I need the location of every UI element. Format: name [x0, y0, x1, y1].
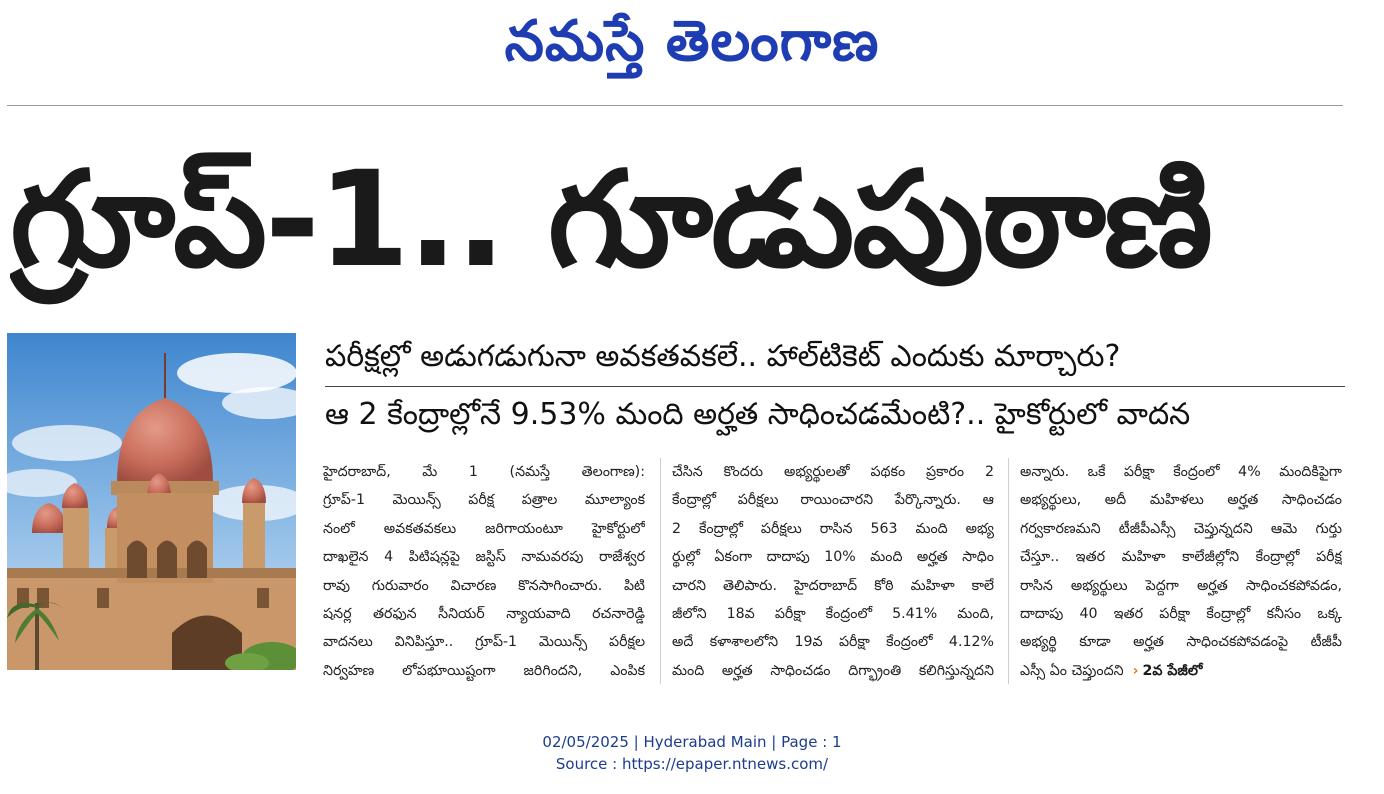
article-column-1	[323, 458, 645, 688]
article-line: కేంద్రాల్లో పరీక్షలు రాయించారని పేర్కొన్నారు. ఆ	[672, 492, 994, 509]
article-line: గర్వకారణమని టీజీపీఎస్సీ చెప్తున్నదని ఆమె గుర్తు	[1020, 520, 1342, 537]
chevron-right-icon: ›	[1132, 662, 1139, 679]
footer-edition-info: 02/05/2025 | Hyderabad Main | Page : 1	[542, 733, 842, 751]
article-column-3	[1020, 458, 1342, 688]
article-line: హైదరాబాద్‌, మే 1 (నమస్తే తెలంగాణ):	[323, 464, 645, 480]
column-divider	[1008, 458, 1009, 684]
article-line: జీలోని 18వ పరీక్షా కేంద్రంలో 5.41% మంది,	[672, 606, 994, 623]
article-line: దాదాపు 40 ఇతర పరీక్షా కేంద్రాల్లో కనీసం ఒక్క	[1020, 606, 1342, 623]
article-line: చేసిన కొందరు అభ్యర్థులతో పథకం ప్రకారం 2	[672, 464, 994, 480]
article-line: అభ్యర్థి కూడా అర్హత సాధించకపోవడంపై టీజీపీ	[1020, 634, 1342, 651]
article-column-2	[672, 458, 994, 688]
article-line: 2 కేంద్రాల్లో పరీక్షలు రాసిన 563 మంది అభ్య	[672, 520, 994, 537]
subheadline-rule	[325, 386, 1345, 387]
article-line: చేస్తూ.. ఇతర మహిళా కాలేజీల్లోని కేంద్రాల్లో పరీక్ష	[1020, 549, 1342, 566]
article-line: వాదనలు వినిపిస్తూ.. గ్రూప్‌-1 మెయిన్స్‌ పరీక్షల	[323, 634, 645, 651]
headline: గ్రూప్‌-1.. గూడుపుఠాణి	[10, 143, 1211, 297]
article-line-last	[1020, 657, 1342, 685]
article-line: చారని తెలిపారు. హైదరాబాద్‌ కోఠి మహిళా కాలే	[672, 577, 994, 594]
masthead	[0, 0, 1384, 100]
continued-page-link[interactable]: 2వ పేజీలో	[1142, 662, 1203, 679]
article-line: ర్థుల్లో ఏకంగా దాదాపు 10% మంది అర్హత సాధిం	[672, 549, 994, 566]
subheadline-2: ఆ 2 కేంద్రాల్లోనే 9.53% మంది అర్హత సాధించడమేంటి?.. హైకోర్టులో వాదన	[325, 397, 1191, 432]
article-line: అదే కళాశాలలోని 19వ పరీక్షా కేంద్రంలో 4.12%	[672, 634, 994, 651]
article-line: అభ్యర్థులు, అదీ మహిళలు అర్హత సాధించడం	[1020, 492, 1342, 509]
article-line: అన్నారు. ఒకే పరీక్షా కేంద్రంలో 4% మందికిపైగా	[1020, 464, 1342, 480]
article-line: నిర్వహణ లోపభూయిష్టంగా జరిగిందని, ఎంపిక	[323, 662, 645, 679]
article-line: రావు గురువారం విచారణ కొనసాగించారు. పిటి	[323, 577, 645, 594]
column-divider	[660, 458, 661, 684]
article-line: గ్రూప్‌-1 మెయిన్స్‌ పరీక్ష పత్రాల మూల్యాంక	[323, 492, 645, 509]
masthead-rule	[7, 105, 1343, 106]
article-line: షనర్ల తరఫున సీనియర్‌ న్యాయవాది రచనారెడ్డి	[323, 606, 645, 623]
article-line-text: ఎస్సీ ఏం చెప్తుందని	[1020, 662, 1124, 679]
article-line: దాఖలైన 4 పిటిషన్లపై జస్టిస్‌ నామవరపు రాజేశ్వర	[323, 549, 645, 566]
article-line: రాసిన అభ్యర్థులు పెద్దగా అర్హత సాధించకపోవడం,	[1020, 577, 1342, 594]
masthead-logo: నమస్తే తెలంగాణ	[504, 9, 880, 74]
article-line: మంది అర్హత సాధించడం దిగ్భ్రాంతి కలిగిస్తున్నదని	[672, 662, 994, 679]
footer-source[interactable]: Source : https://epaper.ntnews.com/	[555, 755, 829, 773]
article-line: నంలో అవకతవకలు జరిగాయంటూ హైకోర్టులో	[323, 520, 645, 537]
subheadline-1: పరీక్షల్లో అడుగడుగునా అవకతవకలే.. హాల్‌టికెట్‌ ఎందుకు మార్చారు?	[325, 339, 1121, 374]
high-court-photo	[7, 333, 296, 670]
